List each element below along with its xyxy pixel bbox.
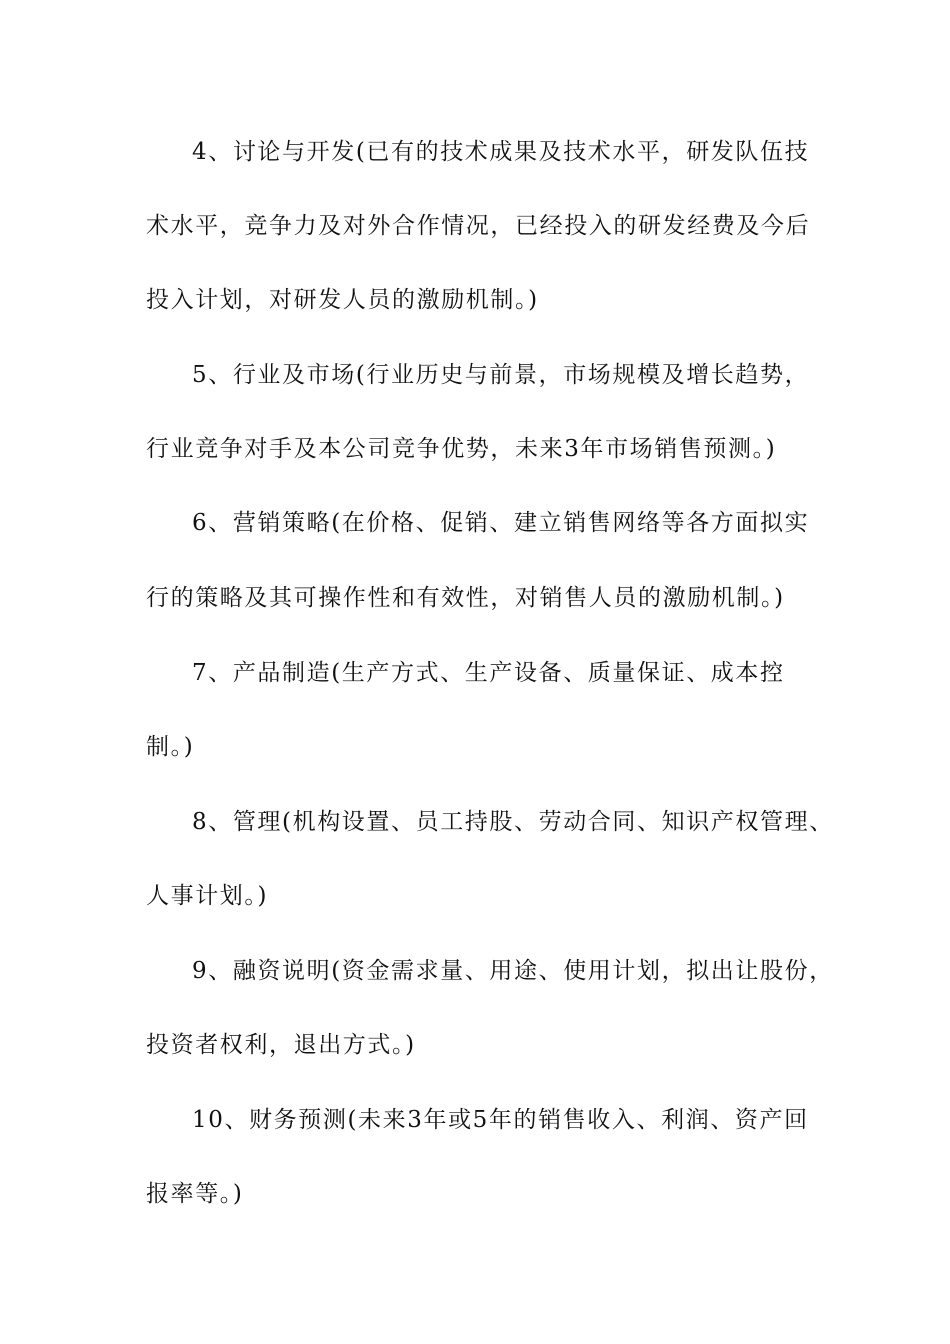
- section-10-line-2: 报率等。): [146, 1181, 244, 1207]
- section-4-line-2: 术水平，竞争力及对外合作情况，已经投入的研发经费及今后: [146, 213, 811, 239]
- section-4-line-3: 投入计划，对研发人员的激励机制。): [146, 287, 539, 313]
- section-8-line-1: 8、管理(机构设置、员工持股、劳动合同、知识产权管理、: [192, 809, 834, 835]
- section-7-line-2: 制。): [146, 734, 195, 760]
- section-5-line-2: 行业竞争对手及本公司竞争优势，未来3年市场销售预测。): [146, 436, 777, 462]
- section-10-line-1: 10、财务预测(未来3年或5年的销售收入、利润、资产回: [192, 1107, 809, 1133]
- section-9-line-1: 9、融资说明(资金需求量、用途、使用计划，拟出让股份，: [192, 958, 834, 984]
- section-7-line-1: 7、产品制造(生产方式、生产设备、质量保证、成本控: [192, 660, 785, 686]
- section-5-line-1: 5、行业及市场(行业历史与前景，市场规模及增长趋势，: [192, 362, 810, 388]
- section-6-line-2: 行的策略及其可操作性和有效性，对销售人员的激励机制。): [146, 585, 785, 611]
- section-6-line-1: 6、营销策略(在价格、促销、建立销售网络等各方面拟实: [192, 510, 810, 536]
- section-4-line-1: 4、讨论与开发(已有的技术成果及技术水平，研发队伍技: [192, 139, 810, 165]
- section-9-line-2: 投资者权利，退出方式。): [146, 1032, 416, 1058]
- section-8-line-2: 人事计划。): [146, 883, 269, 909]
